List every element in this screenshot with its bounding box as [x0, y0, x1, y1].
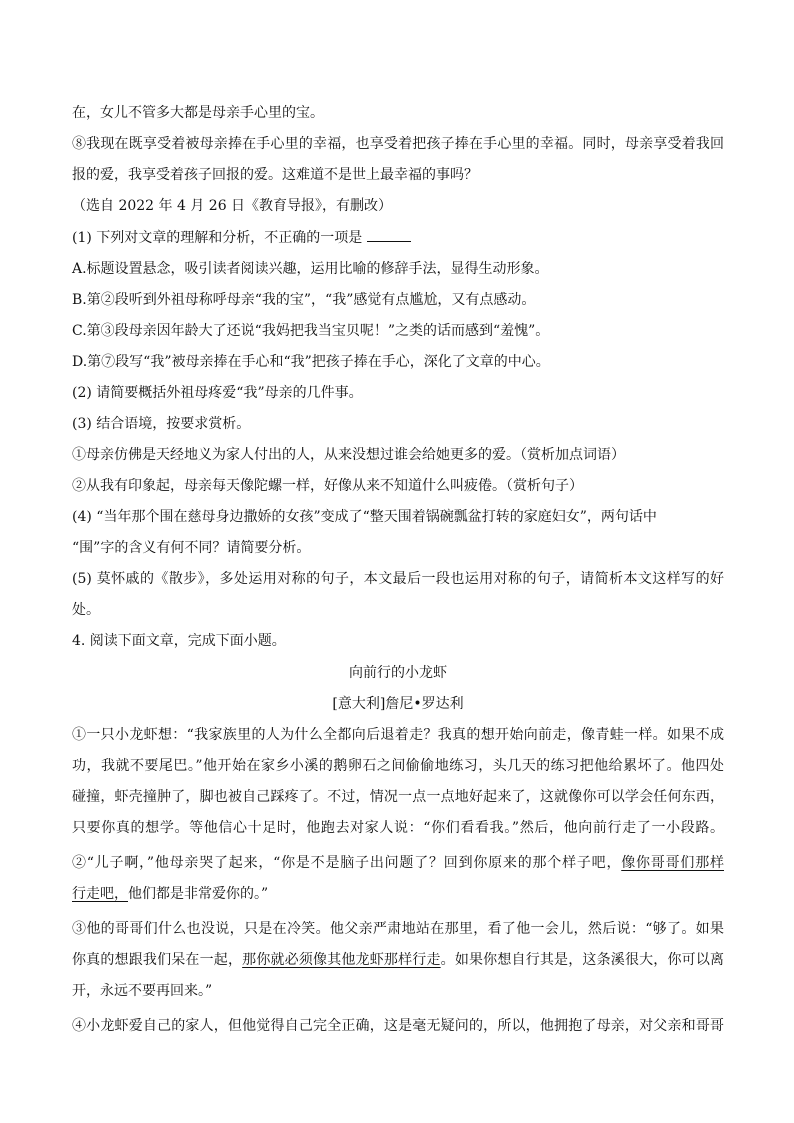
question-1-text: (1) 下列对文章的理解和分析，不正确的一项是: [72, 230, 363, 246]
paragraph-8-line-1: ⑧我现在既享受着被母亲捧在手心里的幸福，也享受着把孩子捧在手心里的幸福。同时，母亲享受着我回: [72, 136, 724, 152]
underlined-phrase: 像你哥哥们那样: [621, 855, 724, 871]
text-span: ②“儿子啊，”他母亲哭了起来，“你是不是脑子出问题了？回到你原来的那个样子吧，: [72, 855, 622, 871]
underlined-phrase: 行走吧，: [72, 886, 128, 902]
paragraph-8-line-2: 报的爱，我享受着孩子回报的爱。这难道不是世上最幸福的事吗？: [72, 167, 478, 183]
underlined-phrase: 那你就必须像其他龙虾那样行走: [242, 952, 441, 968]
source-note: （选自 2022 年 4 月 26 日《教育导报》，有删改）: [72, 198, 393, 214]
article-title: 向前行的小龙虾: [349, 665, 447, 681]
answer-blank: [367, 227, 411, 242]
story-paragraph-2-line-1: [72, 851, 724, 875]
question-2: (2) 请简要概括外祖母疼爱“我”母亲的几件事。: [72, 385, 363, 401]
text-span: 你真的想跟我们呆在一起，: [72, 952, 243, 968]
question-3-item-1: ①母亲仿佛是天经地义为家人付出的人，从来没想过谁会给她更多的爱。（赏析加点词语）: [72, 447, 625, 463]
story-paragraph-4-line-1: ④小龙虾爱自己的家人，但他觉得自己完全正确，这是毫无疑问的，所以，他拥抱了母亲，对父亲和哥哥: [72, 1018, 724, 1034]
text-span: 。如果你想自行其是，这条溪很大，你可以离: [440, 952, 725, 968]
option-d: D.第⑦段写“我”被母亲捧在手心和“我”把孩子捧在手心，深化了文章的中心。: [72, 354, 550, 370]
option-a: A.标题设置悬念，吸引读者阅读兴趣，运用比喻的修辞手法，显得生动形象。: [72, 261, 549, 277]
story-paragraph-1-line-4: 只要你真的想学。等他信心十足时，他跑去对家人说：“你们看看我。”然后，他向前行走了一小段路。: [72, 820, 724, 836]
story-paragraph-3-line-3: 开，永远不要再回来。”: [72, 983, 213, 999]
text-span: 他们都是非常爱你的。”: [128, 886, 269, 902]
question-4-line-1: (4) “当年那个围在慈母身边撒娇的女孩”变成了“整天围着锅碗瓢盆打转的家庭妇女”，两句话中: [72, 509, 657, 525]
question-3-item-2: ②从我有印象起，母亲每天像陀螺一样，好像从来不知道什么叫疲倦。（赏析句子）: [72, 478, 583, 494]
question-5-line-1: (5) 莫怀戚的《散步》，多处运用对称的句子，本文最后一段也运用对称的句子，请简析本文这样写的好: [72, 571, 724, 587]
question-4-line-2: “围”字的含义有何不同？请简要分析。: [72, 540, 311, 556]
story-paragraph-1-line-2: 功，我就不要尾巴。”他开始在家乡小溪的鹅卵石之间偷偷地练习，头几天的练习把他给累坏了。他四处: [72, 758, 724, 774]
story-paragraph-3-line-1: ③他的哥哥们什么也没说，只是在冷笑。他父亲严肃地站在那里，看了他一会儿，然后说：“够了。如果: [72, 921, 724, 937]
article-author: [意大利]詹尼•罗达利: [332, 696, 464, 712]
question-5-line-2: 处。: [72, 602, 100, 618]
text-line: 在，女儿不管多大都是母亲手心里的宝。: [72, 105, 324, 121]
question-1: [72, 226, 724, 250]
question-3: (3) 结合语境，按要求赏析。: [72, 416, 251, 432]
section-4-heading: 4. 阅读下面文章，完成下面小题。: [72, 633, 286, 649]
story-paragraph-1-line-3: 碰撞，虾壳撞肿了，脚也被自己踩疼了。不过，情况一点一点地好起来了，这就像你可以学会任何东西，: [72, 789, 724, 805]
story-paragraph-3-line-2: [72, 948, 724, 972]
story-paragraph-2-line-2: [72, 882, 724, 906]
option-b: B.第②段听到外祖母称呼母亲“我的宝”，“我”感觉有点尴尬，又有点感动。: [72, 292, 536, 308]
story-paragraph-1-line-1: ①一只小龙虾想：“我家族里的人为什么全都向后退着走？我真的想开始向前走，像青蛙一样。如果不成: [72, 727, 724, 743]
option-c: C.第③段母亲因年龄大了还说“我妈把我当宝贝呢！”之类的话而感到“羞愧”。: [72, 323, 550, 339]
